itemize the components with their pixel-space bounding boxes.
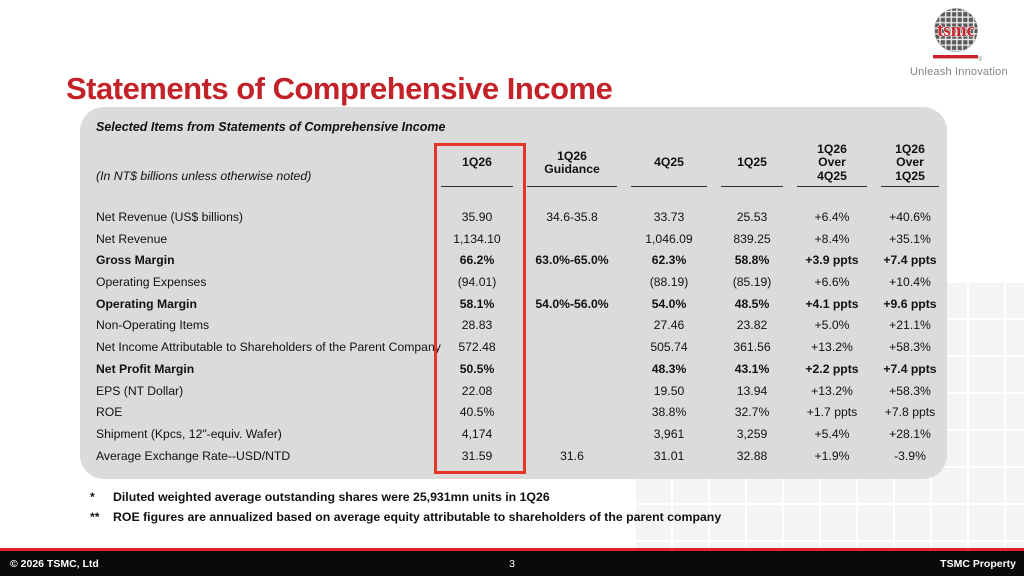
cell-yoy: +58.3%	[889, 383, 931, 398]
table-body	[96, 207, 947, 467]
cell-qoq: +6.6%	[814, 275, 850, 290]
cell-guidance	[520, 402, 624, 424]
cell-q425: 1,046.09	[645, 231, 693, 246]
cell-yoy: +7.8 ppts	[884, 405, 936, 420]
cell-q425: 505.74	[650, 340, 688, 355]
row-label: Net Revenue	[96, 231, 168, 246]
footnote-text: Diluted weighted average outstanding shares were 25,931mn units in 1Q26	[113, 490, 550, 504]
table-row	[96, 424, 947, 446]
cell-q125: (85.19)	[732, 275, 772, 290]
cell-guidance: 54.0%-56.0%	[535, 296, 609, 311]
footnotes	[90, 487, 721, 527]
svg-text:®: ®	[977, 57, 982, 63]
cell-qoq: +5.0%	[814, 318, 850, 333]
cell-q126: 50.5%	[459, 361, 495, 376]
column-header-q126: 1Q26	[434, 139, 520, 187]
cell-q425: (88.19)	[649, 275, 689, 290]
cell-q125: 43.1%	[734, 361, 770, 376]
cell-yoy: +35.1%	[889, 231, 931, 246]
column-header-guidance: 1Q26 Guidance	[520, 139, 624, 187]
column-header-q125: 1Q25	[714, 139, 790, 187]
row-label: ROE	[96, 405, 123, 420]
row-label: Gross Margin	[96, 253, 175, 268]
cell-yoy: +21.1%	[889, 318, 931, 333]
cell-q125: 3,259	[736, 426, 768, 441]
column-header-q425: 4Q25	[624, 139, 714, 187]
cell-q125: 13.94	[736, 383, 768, 398]
cell-yoy: +7.4 ppts	[883, 361, 937, 376]
copyright-text: © 2026 TSMC, Ltd	[10, 557, 99, 570]
cell-q425: 3,961	[653, 426, 685, 441]
tsmc-wafer-icon	[929, 6, 983, 64]
cell-q425: 48.3%	[651, 361, 687, 376]
cell-q126: 40.5%	[459, 405, 495, 420]
cell-yoy: +40.6%	[889, 210, 931, 224]
footnote-marker: **	[90, 510, 100, 524]
cell-yoy: +7.4 ppts	[883, 253, 937, 268]
cell-q126: 4,174	[461, 426, 493, 441]
cell-q125: 48.5%	[734, 296, 770, 311]
cell-guidance	[520, 337, 624, 359]
row-label: EPS (NT Dollar)	[96, 383, 184, 398]
column-header-qoq: 1Q26 Over 4Q25	[790, 139, 874, 187]
cell-q425: 54.0%	[651, 296, 687, 311]
cell-qoq: +5.4%	[814, 426, 850, 441]
table-row	[96, 402, 947, 424]
unit-note: (In NT$ billions unless otherwise noted)	[96, 169, 312, 183]
cell-yoy: -3.9%	[894, 448, 926, 463]
cell-q125: 23.82	[736, 318, 768, 333]
cell-guidance	[520, 272, 624, 294]
cell-qoq: +6.4%	[814, 210, 850, 224]
table-row	[96, 337, 947, 359]
footnote	[90, 507, 721, 527]
cell-q126: 1,134.10	[453, 231, 501, 246]
cell-q425: 31.01	[653, 448, 685, 463]
cell-q126: 31.59	[461, 448, 493, 463]
cell-guidance	[520, 315, 624, 337]
cell-qoq: +13.2%	[811, 383, 853, 398]
cell-yoy: +58.3%	[889, 340, 931, 355]
cell-q425: 33.73	[653, 210, 685, 224]
cell-qoq: +13.2%	[811, 340, 853, 355]
unit-note-cell	[96, 139, 434, 187]
row-label: Operating Margin	[96, 296, 197, 311]
cell-guidance: 63.0%-65.0%	[535, 253, 609, 268]
tsmc-logo	[910, 6, 1008, 78]
cell-q126: 58.1%	[459, 296, 495, 311]
page-title: Statements of Comprehensive Income	[66, 70, 613, 106]
footnote-text: ROE figures are annualized based on average equity attributable to shareholders of the parent company	[113, 510, 722, 524]
cell-qoq: +1.7 ppts	[806, 405, 858, 420]
cell-q425: 27.46	[653, 318, 685, 333]
property-text: TSMC Property	[940, 557, 1016, 570]
column-header-row	[96, 139, 946, 187]
row-label: Net Income Attributable to Shareholders of the Parent Company	[96, 340, 441, 355]
column-header-yoy: 1Q26 Over 1Q25	[874, 139, 946, 187]
cell-q425: 38.8%	[651, 405, 687, 420]
cell-q126: 66.2%	[459, 253, 495, 268]
row-label: Non-Operating Items	[96, 318, 210, 333]
cell-q425: 19.50	[653, 383, 685, 398]
table-row	[96, 315, 947, 337]
cell-q125: 25.53	[736, 210, 768, 224]
cell-q125: 32.88	[736, 448, 768, 463]
row-label: Net Profit Margin	[96, 361, 195, 376]
cell-guidance	[520, 381, 624, 403]
cell-q126: 35.90	[461, 210, 493, 224]
cell-q126: 572.48	[458, 340, 496, 355]
table-row	[96, 250, 947, 272]
cell-q126: 28.83	[461, 318, 493, 333]
cell-guidance: 31.6	[560, 448, 584, 463]
cell-guidance	[520, 359, 624, 381]
cell-qoq: +3.9 ppts	[805, 253, 859, 268]
table-row	[96, 272, 947, 294]
table-row	[96, 381, 947, 403]
table-row	[96, 294, 947, 316]
svg-text:tsmc: tsmc	[937, 20, 975, 41]
footnote-marker: *	[90, 490, 95, 504]
cell-qoq: +4.1 ppts	[805, 296, 859, 311]
row-label: Operating Expenses	[96, 275, 207, 290]
cell-q125: 32.7%	[734, 405, 770, 420]
cell-q125: 839.25	[733, 231, 771, 246]
table-row	[96, 207, 947, 229]
cell-q126: 22.08	[461, 383, 493, 398]
cell-qoq: +1.9%	[814, 448, 850, 463]
cell-qoq: +8.4%	[814, 231, 850, 246]
cell-yoy: +28.1%	[889, 426, 931, 441]
page-number: 3	[509, 557, 515, 570]
table-row	[96, 446, 947, 468]
logo-tagline: Unleash Innovation	[910, 66, 1008, 78]
cell-q126: (94.01)	[457, 275, 497, 290]
cell-q125: 58.8%	[734, 253, 770, 268]
cell-q125: 361.56	[733, 340, 771, 355]
table-panel	[80, 107, 947, 479]
cell-q425: 62.3%	[651, 253, 687, 268]
footnote	[90, 487, 721, 507]
table-row	[96, 359, 947, 381]
cell-guidance	[520, 229, 624, 251]
cell-qoq: +2.2 ppts	[805, 361, 859, 376]
row-label: Average Exchange Rate--USD/NTD	[96, 448, 291, 463]
cell-guidance	[520, 424, 624, 446]
cell-yoy: +9.6 ppts	[883, 296, 937, 311]
table-row	[96, 229, 947, 251]
cell-guidance: 34.6-35.8	[546, 210, 598, 224]
row-label: Net Revenue (US$ billions)	[96, 210, 243, 224]
row-label: Shipment (Kpcs, 12"-equiv. Wafer)	[96, 426, 282, 441]
footer-bar	[0, 551, 1024, 576]
table-caption: Selected Items from Statements of Comprehensive Income	[96, 120, 446, 134]
cell-yoy: +10.4%	[889, 275, 931, 290]
